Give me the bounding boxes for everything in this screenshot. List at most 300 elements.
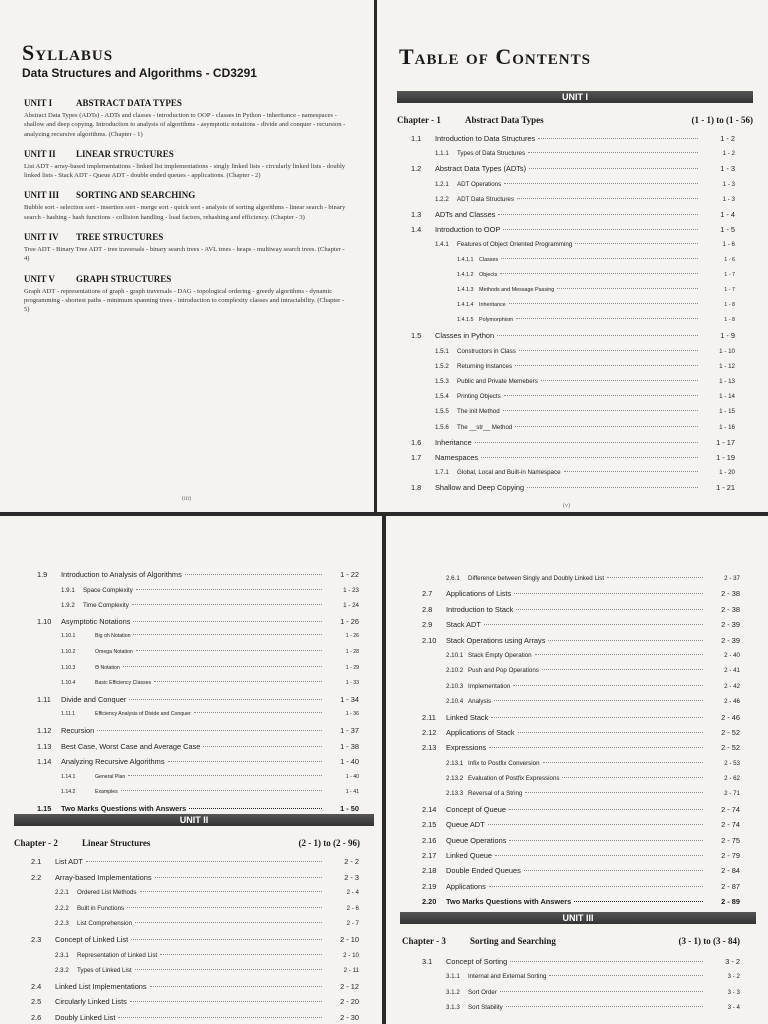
section-title: ADT Data Structures <box>457 195 514 203</box>
dot-leader <box>118 1017 322 1018</box>
toc-entry[interactable] <box>411 192 735 207</box>
page-ref: 1 - 6 <box>724 256 735 263</box>
page-ref: 1 - 29 <box>345 664 359 671</box>
toc-entry[interactable] <box>422 648 740 663</box>
section-title: Expressions <box>446 743 487 753</box>
toc-entry[interactable] <box>37 645 359 661</box>
page-ref: 1 - 2 <box>722 150 735 158</box>
section-title: Namespaces <box>435 452 479 462</box>
page-ref: 3 - 4 <box>727 1004 740 1012</box>
page-ref: 2 - 87 <box>721 881 740 891</box>
chapter-heading <box>402 936 740 946</box>
toc-entry[interactable] <box>411 161 735 176</box>
dot-leader <box>168 761 322 762</box>
section-number: 1.2 <box>411 164 422 174</box>
dot-leader <box>575 243 698 244</box>
section-title: List Comprehension <box>77 920 133 928</box>
section-number: 2.3.2 <box>55 967 69 975</box>
section-number: 1.2.1 <box>435 180 449 188</box>
section-title: Two Marks Questions with Answers <box>61 803 187 813</box>
dot-leader <box>509 840 703 841</box>
section-number: 2.12 <box>422 727 437 737</box>
toc-entry[interactable] <box>37 692 359 708</box>
section-number: 2.2.3 <box>55 920 69 928</box>
page-ref: 1 - 8 <box>724 317 735 324</box>
toc-entry[interactable] <box>422 679 740 694</box>
page-ref: 2 - 41 <box>724 667 740 675</box>
dot-leader <box>495 855 703 856</box>
page-ref: 1 - 33 <box>345 680 359 687</box>
page-ref: 2 - 37 <box>724 575 740 582</box>
unit-bar: UNIT I <box>397 91 753 103</box>
toc-entry[interactable] <box>411 435 735 450</box>
section-number: 1.13 <box>37 741 52 751</box>
toc-entry[interactable] <box>411 268 735 283</box>
toc-entry[interactable] <box>31 963 359 979</box>
toc-entry[interactable] <box>422 602 740 617</box>
section-title: Inheritance <box>435 437 472 447</box>
section-number: 1.5.2 <box>435 362 449 370</box>
page-ref: 1 - 7 <box>724 271 735 278</box>
page-ref: 1 - 34 <box>340 694 359 704</box>
dot-leader <box>541 380 698 381</box>
toc-entry[interactable] <box>422 894 740 909</box>
dot-leader <box>528 152 698 153</box>
toc-entry[interactable] <box>422 663 740 678</box>
toc-entry[interactable] <box>422 725 740 740</box>
toc-entry[interactable] <box>411 328 735 343</box>
section-number: 3.1.2 <box>446 988 460 996</box>
section-title: Concept of Sorting <box>446 957 508 966</box>
section-title: Types of Data Structures <box>457 150 526 158</box>
section-title: Linked List Implementations <box>55 981 147 991</box>
page-ref: 1 - 41 <box>345 789 359 796</box>
section-title: The init Method <box>457 408 500 416</box>
unit-title: LINEAR STRUCTURES <box>76 148 174 159</box>
section-title: Abstract Data Types (ADTs) <box>435 164 527 174</box>
dot-leader <box>509 809 703 810</box>
page-ref: 2 - 38 <box>721 589 740 599</box>
section-title: Stack ADT <box>446 620 481 630</box>
page-ref: 2 - 40 <box>724 651 740 659</box>
toc-entry[interactable] <box>422 817 740 832</box>
dot-leader <box>538 138 698 139</box>
toc-entry[interactable] <box>411 344 735 359</box>
toc-entry[interactable] <box>422 740 740 755</box>
section-title: Representation of Linked List <box>77 951 158 959</box>
dot-leader <box>506 1006 703 1007</box>
dot-leader <box>535 654 703 655</box>
section-number: 2.1 <box>31 857 42 866</box>
section-title: Objects <box>479 271 498 278</box>
toc-entry[interactable] <box>37 661 359 677</box>
chapter-range: (3 - 1) to (3 - 84) <box>678 936 740 946</box>
section-number: 2.8 <box>422 604 433 614</box>
page-ref: 1 - 13 <box>719 378 735 385</box>
toc-entries <box>31 854 359 1024</box>
toc-entry[interactable] <box>37 583 359 599</box>
chapter-title: Abstract Data Types <box>465 115 544 125</box>
toc-entry[interactable] <box>411 237 735 252</box>
section-title: Linked Stack <box>446 712 489 722</box>
section-number: 1.4.1.5 <box>457 317 474 324</box>
unit-list <box>24 98 346 325</box>
toc-entry[interactable] <box>411 222 735 237</box>
section-title: Built in Functions <box>77 904 125 912</box>
dot-leader <box>127 907 322 908</box>
toc-entry[interactable] <box>37 785 359 801</box>
section-number: 2.13 <box>422 743 437 753</box>
section-number: 2.20 <box>422 897 437 907</box>
page-ref: 2 - 84 <box>721 866 740 876</box>
dot-leader <box>514 593 703 594</box>
toc-entry[interactable] <box>37 739 359 755</box>
toc-entry[interactable] <box>422 786 740 801</box>
toc-entry[interactable] <box>411 359 735 374</box>
section-number: 2.10.2 <box>446 667 464 675</box>
toc-entry[interactable] <box>37 676 359 692</box>
section-number: 2.2 <box>31 872 42 882</box>
toc-entry[interactable] <box>422 1000 740 1015</box>
toc-entry[interactable] <box>422 985 740 1000</box>
section-title: Divide and Conquer <box>61 694 127 704</box>
dot-leader <box>154 681 322 682</box>
page-ref: 2 - 39 <box>721 635 740 645</box>
section-title: Queue ADT <box>446 820 485 830</box>
toc-entry[interactable] <box>37 770 359 786</box>
chapter-title: Linear Structures <box>82 838 151 848</box>
section-title: Big oh Notation <box>95 633 131 640</box>
section-title: General Plan <box>95 773 126 780</box>
page-ref: 2 - 52 <box>721 743 740 753</box>
page-ref: 2 - 38 <box>721 604 740 614</box>
section-title: Applications of Lists <box>446 589 512 599</box>
unit-block <box>24 149 346 181</box>
section-number: 3.1.1 <box>446 973 460 981</box>
page-ref: 2 - 74 <box>721 820 740 830</box>
dot-leader <box>519 350 698 351</box>
toc-entry[interactable] <box>411 465 735 480</box>
dot-leader <box>548 640 703 641</box>
page-ref: 1 - 3 <box>722 180 735 188</box>
section-title: Stack Empty Operation <box>468 651 532 659</box>
section-number: 3.1 <box>422 957 433 966</box>
unit-heading <box>24 232 346 242</box>
section-number: 1.10.4 <box>61 680 76 687</box>
dot-leader <box>136 589 322 590</box>
toc-page-3 <box>386 516 768 1024</box>
unit-number: UNIT III <box>24 190 60 201</box>
toc-entry[interactable] <box>422 863 740 878</box>
dot-leader <box>518 732 703 733</box>
section-title: Inheritance <box>479 302 506 309</box>
section-number: 1.6 <box>411 437 422 447</box>
dot-leader <box>131 939 322 940</box>
toc-entry[interactable] <box>422 586 740 601</box>
dot-leader <box>504 395 698 396</box>
section-number: 1.12 <box>37 725 52 735</box>
section-number: 1.5.6 <box>435 423 449 431</box>
section-number: 2.10.3 <box>446 682 464 690</box>
toc-entry[interactable] <box>31 870 359 886</box>
page-ref: 2 - 2 <box>344 857 359 866</box>
dot-leader <box>133 634 322 635</box>
toc-entry[interactable] <box>411 480 735 495</box>
section-number: 2.10 <box>422 635 437 645</box>
page-ref: 2 - 79 <box>721 851 740 861</box>
dot-leader <box>564 471 698 472</box>
dot-leader <box>128 775 322 776</box>
section-title: Internal and External Sorting <box>468 973 547 981</box>
toc-entry[interactable] <box>37 598 359 614</box>
section-title: Doubly Linked List <box>55 1012 116 1022</box>
section-title: Two Marks Questions with Answers <box>446 897 572 907</box>
section-title: Implementation <box>468 682 511 690</box>
toc-entry[interactable] <box>422 571 740 586</box>
section-title: Examples <box>95 789 118 796</box>
dot-leader <box>500 273 698 274</box>
section-title: Introduction to Analysis of Algorithms <box>61 570 182 579</box>
page-ref: 2 - 42 <box>724 682 740 690</box>
toc-entry[interactable] <box>422 969 740 984</box>
section-number: 1.5 <box>411 331 422 341</box>
page-ref: 2 - 39 <box>721 620 740 630</box>
section-number: 1.10.2 <box>61 648 76 655</box>
page-ref: 1 - 40 <box>340 757 359 767</box>
unit-heading <box>24 149 346 159</box>
toc-entry[interactable] <box>31 979 359 995</box>
page-ref: 1 - 3 <box>720 164 735 174</box>
unit-description: Tree ADT - Binary Tree ADT - tree traversals - binary search trees - AVL trees - heaps - multiway search trees. (Chapter - 4) <box>24 246 345 263</box>
toc-entry[interactable] <box>31 1010 359 1024</box>
dot-leader <box>497 335 698 336</box>
section-title: Concept of Queue <box>446 804 506 814</box>
dot-leader <box>503 229 698 230</box>
page-ref: 1 - 14 <box>719 393 735 401</box>
dot-leader <box>562 777 703 778</box>
unit-description: Graph ADT - representations of graph - graph traversals - DAG - topological ordering - greedy algorithms - dynamic programming - shortest paths - minimum spanning trees - introduction to complexity classes and intractability. (Chapter - 5) <box>24 287 345 314</box>
toc-entry[interactable] <box>411 374 735 389</box>
section-number: 3.1.3 <box>446 1004 460 1012</box>
toc-entry[interactable] <box>422 710 740 725</box>
section-title: Shallow and Deep Copying <box>435 483 525 493</box>
page-ref: 2 - 75 <box>721 835 740 845</box>
toc-entry[interactable] <box>422 617 740 632</box>
dot-leader <box>189 808 322 809</box>
dot-leader <box>488 824 703 825</box>
section-number: 2.10.4 <box>446 698 464 706</box>
section-number: 1.4.1.3 <box>457 286 474 293</box>
chapter-heading <box>397 115 753 125</box>
section-title: ADTs and Classes <box>435 209 496 219</box>
section-title: Applications of Stack <box>446 727 515 737</box>
dot-leader <box>516 318 698 319</box>
chapter-range: (1 - 1) to (1 - 56) <box>691 115 753 125</box>
section-number: 1.1 <box>411 134 422 143</box>
page-ref: 2 - 74 <box>721 804 740 814</box>
toc-entry[interactable] <box>411 313 735 328</box>
chapter-title: Sorting and Searching <box>470 936 556 946</box>
section-number: 1.2.2 <box>435 195 449 203</box>
toc-entry[interactable] <box>411 207 735 222</box>
page-ref: 1 - 17 <box>716 437 735 447</box>
toc-entry[interactable] <box>31 901 359 917</box>
dot-leader <box>130 1001 322 1002</box>
section-number: 1.5.4 <box>435 393 449 401</box>
unit-number: UNIT II <box>24 148 56 159</box>
toc-entry[interactable] <box>31 948 359 964</box>
toc-entry[interactable] <box>411 253 735 268</box>
unit-number: UNIT IV <box>24 232 59 243</box>
page-ref: 1 - 22 <box>340 570 359 579</box>
toc-entry[interactable] <box>411 450 735 465</box>
dot-leader <box>123 666 322 667</box>
section-number: 1.1.1 <box>435 150 449 158</box>
toc-entry[interactable] <box>422 756 740 771</box>
section-number: 1.10.3 <box>61 664 76 671</box>
section-title: Recursion <box>61 725 95 735</box>
toc-entry[interactable] <box>422 833 740 848</box>
section-title: Classes <box>479 256 499 263</box>
page-ref: 1 - 7 <box>724 286 735 293</box>
page-ref: 2 - 53 <box>724 759 740 767</box>
dot-leader <box>140 891 323 892</box>
page-ref: 1 - 50 <box>340 803 359 813</box>
dot-leader <box>510 961 703 962</box>
toc-entry[interactable] <box>411 146 735 161</box>
section-number: 2.16 <box>422 835 437 845</box>
section-number: 1.14 <box>37 757 52 767</box>
dot-leader <box>543 762 703 763</box>
section-title: Difference between Singly and Doubly Linked List <box>468 575 605 582</box>
section-title: Types of Linked List <box>77 967 132 975</box>
section-title: Public and Private Memebers <box>457 378 538 385</box>
page-ref: 1 - 36 <box>345 711 359 718</box>
toc-entry[interactable] <box>37 723 359 739</box>
dot-leader <box>498 214 698 215</box>
unit-description: Bubble sort - selection sort - insertion sort - merge sort - quick sort - analysis of sorting algorithms - linear search - binary search - hashing - hash functions - collision handling - load factors, rehashing and efficiency. (Chapter - 3) <box>24 204 346 221</box>
section-title: The __str__ Method <box>457 423 513 431</box>
section-number: 1.7.1 <box>435 469 449 477</box>
page-ref: 1 - 26 <box>345 633 359 640</box>
page-ref: 1 - 40 <box>345 773 359 780</box>
section-number: 2.3 <box>31 934 42 944</box>
section-number: 1.10 <box>37 616 52 626</box>
section-number: 2.5 <box>31 997 42 1007</box>
section-number: 1.14.1 <box>61 773 76 780</box>
section-title: Analysis <box>468 698 492 706</box>
toc-entry[interactable] <box>422 694 740 709</box>
toc-entry[interactable] <box>411 177 735 192</box>
section-number: 2.6 <box>31 1012 42 1022</box>
dot-leader <box>500 991 703 992</box>
dot-leader <box>513 685 703 686</box>
chapter-label: Chapter - 3 <box>402 936 446 946</box>
toc-entry[interactable] <box>422 802 740 817</box>
dot-leader <box>132 604 322 605</box>
section-title: Features of Object Oriented Programming <box>457 241 573 249</box>
toc-entry[interactable] <box>37 707 359 723</box>
toc-entry[interactable] <box>422 771 740 786</box>
section-number: 2.13.3 <box>446 790 464 798</box>
dot-leader <box>504 183 698 184</box>
section-title: Ordered List Methods <box>77 889 137 897</box>
page-ref: 1 - 24 <box>343 602 359 610</box>
toc-entry[interactable] <box>31 916 359 932</box>
toc-entry[interactable] <box>31 854 359 870</box>
toc-entry[interactable] <box>411 283 735 298</box>
page-ref: 1 - 21 <box>716 483 735 493</box>
section-title: Applications <box>446 881 486 891</box>
dot-leader <box>150 986 322 987</box>
toc-entry[interactable] <box>411 404 735 419</box>
unit-block <box>24 98 346 139</box>
section-number: 1.9.2 <box>61 602 75 610</box>
page-ref: 1 - 15 <box>719 408 735 416</box>
toc-entry[interactable] <box>411 131 735 146</box>
toc-entry[interactable] <box>31 885 359 901</box>
unit-title: TREE STRUCTURES <box>76 232 164 243</box>
toc-entry[interactable] <box>31 994 359 1010</box>
page-ref: 1 - 12 <box>719 362 735 370</box>
page-ref: 2 - 12 <box>340 981 359 991</box>
page-ref: 1 - 6 <box>722 241 735 249</box>
section-number: 2.17 <box>422 851 437 861</box>
dot-leader <box>475 442 698 443</box>
section-number: 1.5.1 <box>435 347 449 355</box>
toc-entry[interactable] <box>422 879 740 894</box>
toc-entry[interactable] <box>411 420 735 435</box>
toc-entry[interactable] <box>422 848 740 863</box>
section-title: Push and Pop Operations <box>468 667 539 675</box>
page-ref: 2 - 3 <box>344 872 359 882</box>
page-number: (v) <box>563 503 570 509</box>
toc-entry[interactable] <box>37 754 359 770</box>
page-ref: 1 - 9 <box>720 331 735 341</box>
dot-leader <box>136 650 322 651</box>
toc-entry[interactable] <box>411 298 735 313</box>
toc-entry[interactable] <box>31 932 359 948</box>
section-number: 1.4.1 <box>435 241 449 249</box>
section-number: 1.10.1 <box>61 633 76 640</box>
dot-leader <box>529 168 698 169</box>
dot-leader <box>524 870 703 871</box>
section-title: Space Complexity <box>83 586 133 594</box>
section-number: 2.19 <box>422 881 437 891</box>
section-title: Linked Queue <box>446 851 493 861</box>
dot-leader <box>97 730 322 731</box>
section-title: Methods and Message Passing <box>479 286 555 293</box>
page-ref: 1 - 2 <box>720 134 735 143</box>
toc-entry[interactable] <box>411 389 735 404</box>
section-title: Θ Notation <box>95 664 120 671</box>
section-title: Time Complexity <box>83 602 129 610</box>
page-ref: 2 - 62 <box>724 775 740 783</box>
dot-leader <box>86 861 322 862</box>
unit-heading <box>24 98 346 108</box>
toc-entry[interactable] <box>37 614 359 630</box>
page-ref: 1 - 4 <box>720 209 735 219</box>
toc-entry[interactable] <box>422 954 740 969</box>
dot-leader <box>515 365 698 366</box>
chapter-heading <box>14 838 360 848</box>
unit-heading <box>24 190 346 200</box>
toc-entries <box>411 131 735 496</box>
section-number: 2.3.1 <box>55 951 69 959</box>
toc-entry[interactable] <box>422 633 740 648</box>
toc-entry[interactable] <box>37 567 359 583</box>
toc-entry[interactable] <box>37 629 359 645</box>
